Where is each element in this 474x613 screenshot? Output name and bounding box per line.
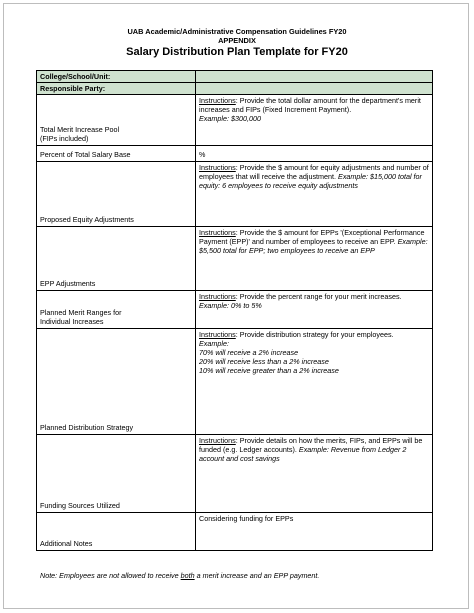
instructions-text: : Provide the total dollar amount for the department's merit increases and FIPs (Fixed Increment Payment). [199,96,421,114]
salary-base-label: Percent of Total Salary Base [37,146,196,162]
notes-field[interactable]: Considering funding for EPPs [196,513,433,551]
notes-label: Additional Notes [37,513,196,551]
merit-ranges-label [37,291,196,329]
example-text: Example: $300,000 [199,114,261,123]
page-title: Salary Distribution Plan Template for FY20 [126,46,348,58]
appendix-heading: APPENDIX [218,36,256,45]
example-text: Example: Revenue from Ledger 2 account and cost savings [199,445,407,463]
footer-note [40,571,319,580]
guidelines-heading: UAB Academic/Administrative Compensation Guidelines FY20 [127,27,347,36]
example-line: 20% will receive less than a 2% increase [199,357,329,366]
instructions-label: Instructions [199,163,236,172]
equity-label: Proposed Equity Adjustments [37,162,196,227]
party-field[interactable] [196,83,433,95]
instructions-label: Instructions [199,330,236,339]
instructions-label: Instructions [199,292,236,301]
funding-label: Funding Sources Utilized [37,435,196,513]
distribution-row [37,329,433,435]
epp-field[interactable] [196,227,433,291]
note-text-end: a merit increase and an EPP payment. [194,571,320,580]
instructions-text: : Provide details on how the merits, FIPs, and EPPs will be funded (e.g. Ledger accounts). [199,436,423,454]
example-text: Example: $15,000 total for equity: 6 employees to receive equity adjustments [199,172,422,190]
example-text: Example: $5,500 total for EPP; two employees to receive an EPP [199,237,428,255]
salary-plan-table [36,70,433,551]
merit-pool-row [37,95,433,146]
instructions-label: Instructions [199,228,236,237]
merit-ranges-label-text: Planned Merit Ranges for Individual Increases [40,308,122,326]
party-label: Responsible Party: [37,83,196,95]
college-label: College/School/Unit: [37,71,196,83]
example-line: 10% will receive greater than a 2% increase [199,366,339,375]
merit-pool-label [37,95,196,146]
epp-label: EPP Adjustments [37,227,196,291]
party-row [37,83,433,95]
merit-ranges-row [37,291,433,329]
example-text: Example: 0% to 5% [199,301,262,310]
instructions-label: Instructions [199,96,236,105]
instructions-label: Instructions [199,436,236,445]
epp-row [37,227,433,291]
merit-pool-label-text: Total Merit Increase Pool (FIPs included) [40,125,120,143]
funding-row [37,435,433,513]
equity-row [37,162,433,227]
instructions-text: : Provide the $ amount for EPPs '(Exceptional Performance Payment (EPP)' and number of employees to receive an EPP. [199,228,425,246]
instructions-text: : Provide distribution strategy for your employees. [235,330,394,339]
funding-field[interactable] [196,435,433,513]
equity-field[interactable] [196,162,433,227]
distribution-label: Planned Distribution Strategy [37,329,196,435]
example-line: Example: [199,339,229,348]
instructions-text: : Provide the $ amount for equity adjustments and number of employees that will receive the adjustment. [199,163,429,181]
salary-base-field[interactable]: % [196,146,433,162]
college-row [37,71,433,83]
merit-pool-field[interactable] [196,95,433,146]
note-text: Note: Employees are not allowed to receive [40,571,181,580]
note-emphasis: both [180,571,195,580]
example-line: 70% will receive a 2% increase [199,348,299,357]
notes-row [37,513,433,551]
college-field[interactable] [196,71,433,83]
distribution-field[interactable] [196,329,433,435]
merit-ranges-field[interactable] [196,291,433,329]
instructions-text: : Provide the percent range for your merit increases. [235,292,402,301]
salary-base-row [37,146,433,162]
